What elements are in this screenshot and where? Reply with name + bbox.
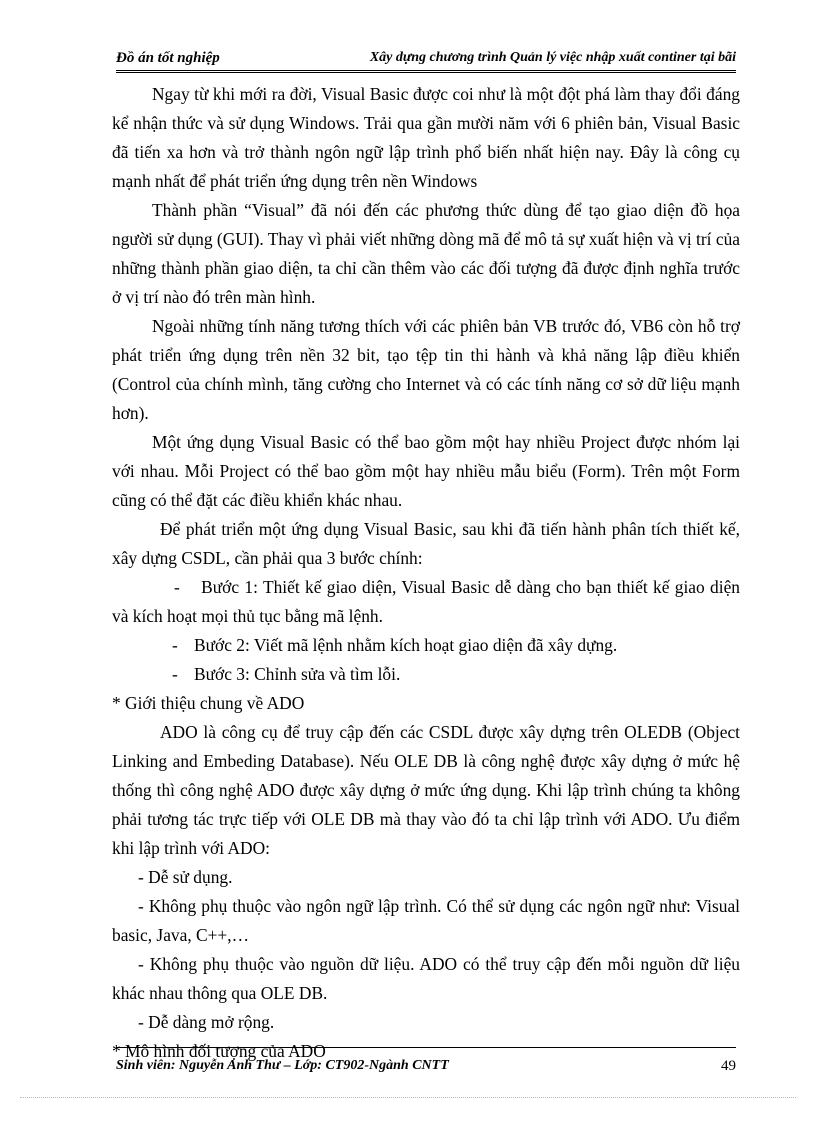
paragraph-visual-component: Thành phần “Visual” đã nói đến các phương thức dùng để tạo giao diện đồ họa người sử dụng (GUI). Thay vì phải viết những dòng mã để mô tả sự xuất hiện và vị trí của những thành phần giao diện, ta chỉ cần thêm vào các đối tượng đã được định nghĩa trước ở vị trí nào đó trên màn hình. bbox=[112, 200, 740, 307]
ado-point: - Không phụ thuộc vào nguồn dữ liệu. ADO có thể truy cập đến mỗi nguồn dữ liệu khác nhau thông qua OLE DB. bbox=[112, 954, 740, 1003]
paragraph-project-form: Một ứng dụng Visual Basic có thể bao gồm một hay nhiều Project được nhóm lại với nhau. Mỗi Project có thể bao gồm một hay nhiều mẫu biểu (Form). Trên một Form cũng có thể đặt các điều khiển khác nhau. bbox=[112, 432, 740, 510]
step-3-text: Bước 3: Chỉnh sửa và tìm lỗi. bbox=[194, 664, 401, 684]
paragraph-ado-intro: ADO là công cụ để truy cập đến các CSDL được xây dựng trên OLEDB (Object Linking and Embeding Database). Nếu OLE DB là công nghệ được xây dựng ở mức hệ thống thì công nghệ ADO được xây dựng ở mức ứng dụng. Khi lập trình chúng ta không phải tương tác trực tiếp với OLE DB mà thay vào đó ta chỉ lập trình với ADO. Ưu điểm khi lập trình với ADO: bbox=[112, 722, 740, 858]
page-bottom-divider bbox=[20, 1097, 796, 1098]
page-body bbox=[112, 80, 740, 1066]
step-2-text: Bước 2: Viết mã lệnh nhằm kích hoạt giao diện đã xây dựng. bbox=[194, 635, 618, 655]
paragraph-vb6-features: Ngoài những tính năng tương thích với các phiên bản VB trước đó, VB6 còn hỗ trợ phát triển ứng dụng trên nền 32 bit, tạo tệp tin thi hành và khả năng lập điều khiển (Control của chính mình, tăng cường cho Internet và có các tính năng cơ sở dữ liệu mạnh hơn). bbox=[112, 316, 740, 423]
step-dash: - bbox=[174, 577, 180, 597]
header-left-title: Đồ án tốt nghiệp bbox=[116, 50, 220, 66]
ado-point: - Không phụ thuộc vào ngôn ngữ lập trình. Có thể sử dụng các ngôn ngữ như: Visual basic, Java, C++,… bbox=[112, 896, 740, 945]
page-header bbox=[116, 48, 736, 73]
header-right-title: Xây dựng chương trình Quản lý việc nhập xuất continer tại bãi bbox=[369, 50, 736, 65]
step-item bbox=[112, 631, 740, 660]
ado-point: - Dễ sử dụng. bbox=[138, 867, 233, 887]
step-item bbox=[112, 573, 740, 631]
footer-student-info: Sinh viên: Nguyễn Anh Thư – Lớp: CT902-Ngành CNTT bbox=[116, 1058, 449, 1073]
step-dash: - bbox=[172, 635, 178, 655]
paragraph-development-steps: Để phát triển một ứng dụng Visual Basic, sau khi đã tiến hành phân tích thiết kế, xây dựng CSDL, cần phải qua 3 bước chính: bbox=[112, 519, 740, 568]
step-item bbox=[112, 660, 740, 689]
step-1-text: Bước 1: Thiết kế giao diện, Visual Basic dễ dàng cho bạn thiết kế giao diện và kích hoạt mọi thủ tục bằng mã lệnh. bbox=[112, 577, 740, 626]
step-dash: - bbox=[172, 664, 178, 684]
ado-point: - Dễ dàng mở rộng. bbox=[138, 1012, 275, 1032]
paragraph-vb-history: Ngay từ khi mới ra đời, Visual Basic được coi như là một đột phá làm thay đổi đáng kể nhận thức và sử dụng Windows. Trải qua gần mười năm với 6 phiên bản, Visual Basic đã tiến xa hơn và trở thành ngôn ngữ lập trình phổ biến nhất hiện nay. Đây là công cụ mạnh nhất để phát triển ứng dụng trên nền Windows bbox=[112, 84, 740, 191]
ado-model-heading: * Mô hình đối tượng của ADO bbox=[112, 1041, 326, 1061]
page-number: 49 bbox=[721, 1058, 736, 1074]
ado-heading: * Giới thiệu chung về ADO bbox=[112, 693, 305, 713]
